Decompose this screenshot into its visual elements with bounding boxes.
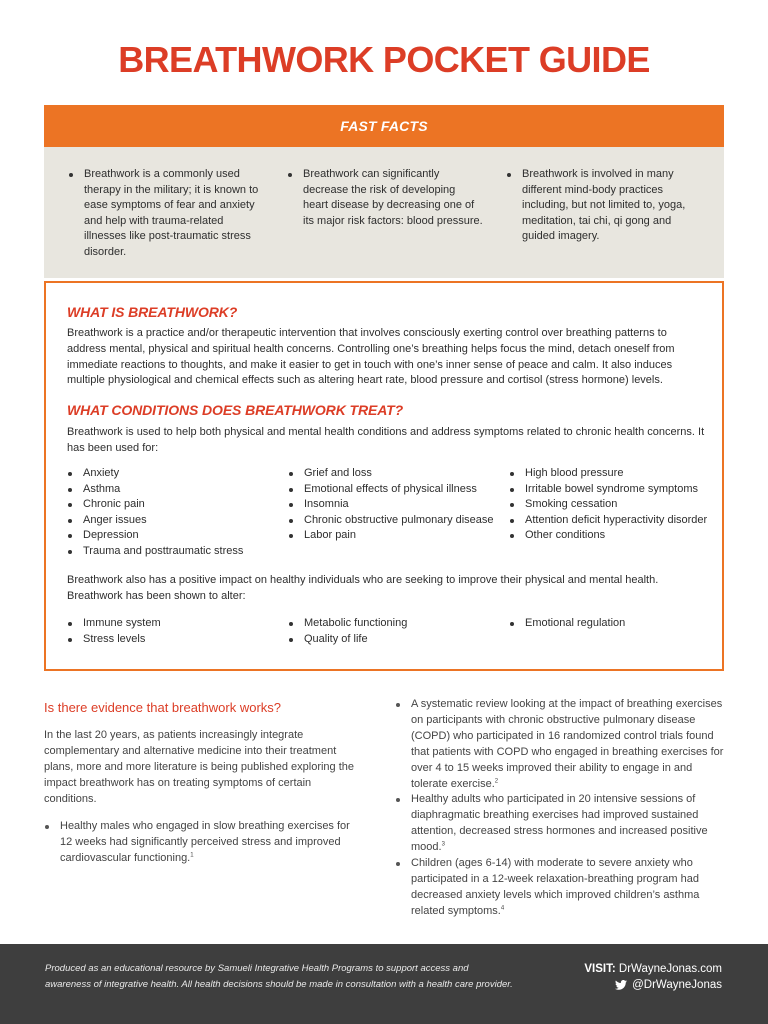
evidence-ref: 2 bbox=[494, 777, 499, 784]
page-title: BREATHWORK POCKET GUIDE bbox=[118, 39, 650, 80]
footer bbox=[0, 944, 768, 1024]
condition-item: Depression bbox=[67, 528, 277, 544]
evidence-intro: In the last 20 years, as patients increasingly integrate complementary and alternative medicine into their treatment plans, more and more literature is being published exploring the impact breathwork has on treating symptoms of certain conditions. bbox=[44, 729, 355, 805]
evidence-list-right bbox=[395, 697, 725, 920]
evidence-item bbox=[395, 856, 725, 920]
visit-label: VISIT: bbox=[584, 963, 616, 975]
fast-fact-item: Breathwork is a commonly used therapy in the military; it is known to ease symptoms of fear and anxiety and help with trauma-related illnesses like post-traumatic stress disorder. bbox=[68, 167, 264, 261]
condition-item: Chronic pain bbox=[67, 497, 277, 513]
healthy-intro: Breathwork also has a positive impact on healthy individuals who are seeking to improve their physical and mental health. Breathwork has been shown to alter: bbox=[67, 574, 659, 602]
fast-facts-header: FAST FACTS bbox=[44, 105, 724, 147]
conditions-list-2 bbox=[288, 466, 494, 544]
alter-item: Quality of life bbox=[288, 632, 494, 648]
condition-item: Smoking cessation bbox=[509, 497, 719, 513]
conditions-list-1 bbox=[67, 466, 277, 560]
conditions-heading: WHAT CONDITIONS DOES BREATHWORK TREAT? bbox=[67, 402, 404, 418]
evidence-heading: Is there evidence that breathwork works? bbox=[44, 700, 282, 715]
condition-item: Attention deficit hyperactivity disorder bbox=[509, 513, 719, 529]
twitter-handle[interactable]: @DrWayneJonas bbox=[632, 979, 722, 991]
condition-item: Asthma bbox=[67, 482, 277, 498]
evidence-ref: 3 bbox=[441, 841, 445, 848]
evidence-text: Healthy adults who participated in 20 intensive sessions of diaphragmatic breathing exercises had improved sustained attention, decreased stress hormones and increased positive mood. bbox=[411, 793, 708, 854]
twitter-line bbox=[584, 977, 722, 993]
conditions-intro: Breathwork is used to help both physical and mental health conditions and address symptoms related to chronic health concerns. It has been used for: bbox=[67, 426, 705, 454]
condition-item: Anxiety bbox=[67, 466, 277, 482]
condition-item: Trauma and posttraumatic stress bbox=[67, 544, 277, 560]
condition-item: Anger issues bbox=[67, 513, 277, 529]
fast-fact-column-2 bbox=[287, 167, 483, 229]
evidence-item bbox=[44, 819, 360, 867]
condition-item: Emotional effects of physical illness bbox=[288, 482, 494, 498]
evidence-text: A systematic review looking at the impact of breathing exercises on participants with chronic obstructive pulmonary disease (COPD) who participated in 16 randomized control trials found that patients with COPD who engaged in breathing exercises for over 4 to 15 weeks improved their ability to engage in and tolerate exercise. bbox=[411, 698, 724, 790]
fast-facts-panel bbox=[44, 147, 724, 278]
evidence-text: Healthy males who engaged in slow breathing exercises for 12 weeks had significantly perceived stress and improved cardiovascular functioning. bbox=[60, 820, 350, 864]
fast-fact-column-1 bbox=[68, 167, 264, 261]
fast-fact-column-3 bbox=[506, 167, 706, 245]
alter-item: Emotional regulation bbox=[509, 616, 719, 632]
footer-contact bbox=[584, 961, 722, 993]
alter-item: Immune system bbox=[67, 616, 277, 632]
breathwork-info-box bbox=[44, 281, 724, 671]
twitter-bird-icon bbox=[615, 980, 627, 990]
alter-item: Stress levels bbox=[67, 632, 277, 648]
condition-item: Other conditions bbox=[509, 528, 719, 544]
condition-item: Chronic obstructive pulmonary disease bbox=[288, 513, 494, 529]
alter-item: Metabolic functioning bbox=[288, 616, 494, 632]
alter-list-2 bbox=[288, 616, 494, 647]
evidence-list-left bbox=[44, 819, 360, 867]
conditions-list-3 bbox=[509, 466, 719, 544]
evidence-ref: 4 bbox=[500, 905, 505, 912]
condition-item: Grief and loss bbox=[288, 466, 494, 482]
condition-item: High blood pressure bbox=[509, 466, 719, 482]
evidence-ref: 1 bbox=[190, 852, 194, 859]
alter-list-1 bbox=[67, 616, 277, 647]
what-is-heading: WHAT IS BREATHWORK? bbox=[67, 304, 238, 320]
condition-item: Insomnia bbox=[288, 497, 494, 513]
visit-line bbox=[584, 961, 722, 977]
fast-fact-item: Breathwork is involved in many different mind-body practices including, but not limited to, yoga, meditation, tai chi, qi gong and guided imagery. bbox=[506, 167, 706, 245]
evidence-text: Children (ages 6-14) with moderate to severe anxiety who participated in a 12-week relaxation-breathing program had decreased anxiety levels which improved children’s asthma related symptoms. bbox=[411, 857, 700, 917]
alter-list-3 bbox=[509, 616, 719, 632]
website-link[interactable]: DrWayneJonas.com bbox=[618, 963, 722, 975]
condition-item: Irritable bowel syndrome symptoms bbox=[509, 482, 719, 498]
what-is-body: Breathwork is a practice and/or therapeutic intervention that involves consciously exerting control over breathing patterns to address mental, physical and spiritual health concerns. Controlling one’s breathing helps focus the mind, detach oneself from immediate reactions to thoughts, and make it easier to get in touch with one’s inner sense of peace and calm. It also induces multiple physiological and chemical effects such as altering heart rate, blood pressure and cortisol (stress hormone) levels. bbox=[67, 327, 675, 387]
condition-item: Labor pain bbox=[288, 528, 494, 544]
footer-disclaimer: Produced as an educational resource by Samueli Integrative Health Programs to support access and awareness of integrative health. All health decisions should be made in consultation with a health care provider. bbox=[45, 963, 513, 990]
fast-fact-item: Breathwork can significantly decrease the risk of developing heart disease by decreasing one of its major risk factors: blood pressure. bbox=[287, 167, 483, 229]
evidence-item bbox=[395, 697, 725, 792]
evidence-item bbox=[395, 792, 725, 856]
